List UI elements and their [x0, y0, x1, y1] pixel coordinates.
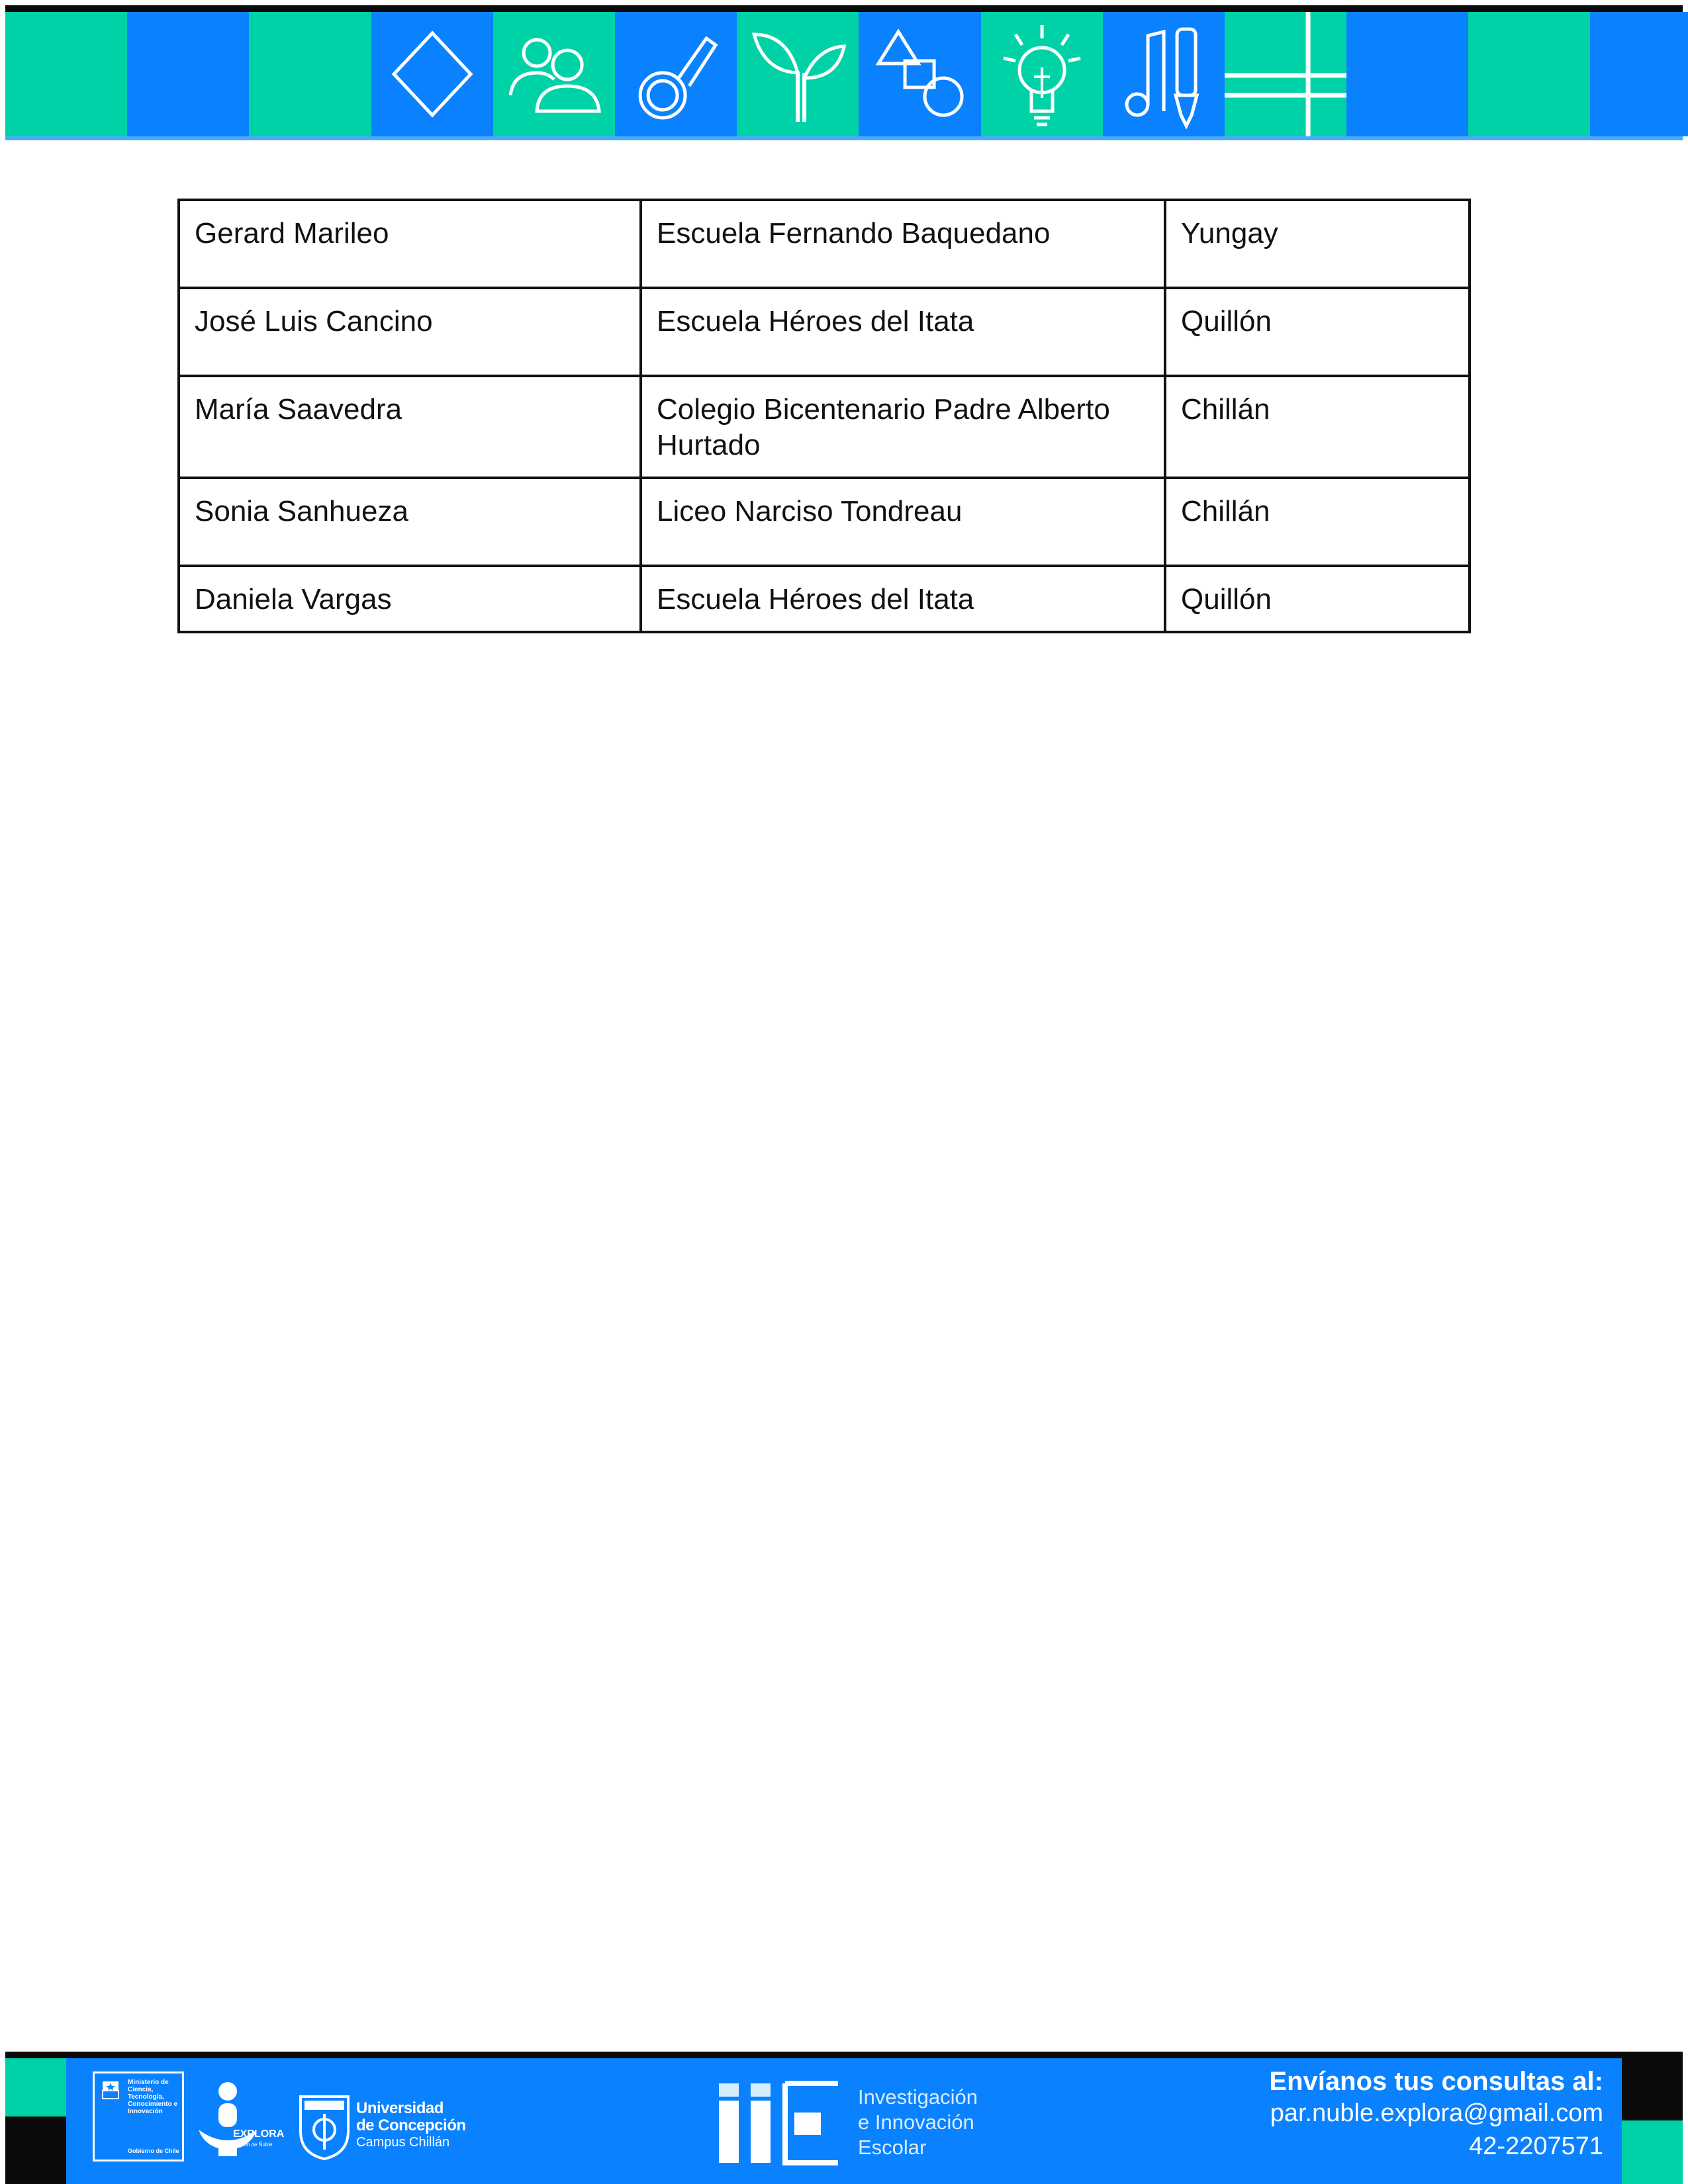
grid-lines-icon: [1225, 12, 1346, 136]
header-tile: [1590, 12, 1688, 136]
name-cell: Daniela Vargas: [179, 566, 641, 632]
table-row: [179, 376, 1470, 478]
contact-block: [1269, 2066, 1603, 2163]
header-tile: [615, 12, 737, 136]
header-tile: [981, 12, 1103, 136]
city-cell: Chillán: [1165, 478, 1470, 566]
people-icon: [493, 12, 615, 136]
header-tile: [1103, 12, 1225, 136]
name-cell: Sonia Sanhueza: [179, 478, 641, 566]
header-icon-strip: [5, 12, 1683, 136]
chile-shield-icon: [101, 2080, 120, 2100]
city-cell: Yungay: [1165, 200, 1470, 288]
footer-accent: [1622, 2120, 1683, 2184]
explora-symbol-icon: [199, 2077, 285, 2163]
table-row: [179, 200, 1470, 288]
city-cell: Chillán: [1165, 376, 1470, 478]
contact-phone: 42-2207571: [1469, 2132, 1603, 2160]
header-tile: [493, 12, 615, 136]
footer-accent: [1622, 2058, 1683, 2120]
iie-mark-icon: [716, 2081, 849, 2167]
udec-line3: Campus Chillán: [356, 2135, 450, 2150]
header-tile: [371, 12, 493, 136]
footer-banner: [5, 2052, 1683, 2184]
participants-table: [177, 199, 1471, 633]
table-row: [179, 478, 1470, 566]
lightbulb-icon: [981, 12, 1103, 136]
school-cell: Escuela Héroes del Itata: [641, 566, 1165, 632]
contact-email[interactable]: par.nuble.explora@gmail.com: [1270, 2099, 1603, 2127]
header-tile: [1225, 12, 1346, 136]
iie-logo: [716, 2081, 994, 2167]
header-underline: [5, 136, 1683, 140]
udec-line2: de Concepción: [356, 2116, 466, 2134]
iie-line3: Escolar: [858, 2136, 927, 2159]
header-tile: [1346, 12, 1468, 136]
header-tile: [5, 12, 127, 136]
contact-title: Envíanos tus consultas al:: [1269, 2067, 1603, 2096]
magnifier-icon: [615, 12, 737, 136]
header-tile: [1468, 12, 1590, 136]
ministry-text: Ministerio de Ciencia, Tecnología, Conocimiento e Innovación: [128, 2079, 178, 2115]
diamond-icon: [371, 12, 493, 136]
gob-text: Gobierno de Chile: [128, 2148, 179, 2154]
header-tile: [737, 12, 859, 136]
header-tile: [859, 12, 980, 136]
table-row: [179, 288, 1470, 376]
name-cell: Gerard Marileo: [179, 200, 641, 288]
udec-line1: Universidad: [356, 2099, 444, 2117]
plant-icon: [737, 12, 859, 136]
name-cell: María Saavedra: [179, 376, 641, 478]
city-cell: Quillón: [1165, 288, 1470, 376]
school-cell: Colegio Bicentenario Padre Alberto Hurtado: [641, 376, 1165, 478]
table-row: [179, 566, 1470, 632]
iie-line1: Investigación: [858, 2085, 978, 2109]
explora-region: Región de Ñuble: [233, 2142, 273, 2148]
ministry-logo: [93, 2071, 184, 2161]
school-cell: Escuela Héroes del Itata: [641, 288, 1165, 376]
shapes-icon: [859, 12, 980, 136]
music-brush-icon: [1103, 12, 1225, 136]
city-cell: Quillón: [1165, 566, 1470, 632]
header-tile: [249, 12, 371, 136]
iie-line2: e Innovación: [858, 2111, 974, 2134]
footer-accent: [5, 2058, 66, 2116]
name-cell: José Luis Cancino: [179, 288, 641, 376]
explora-logo: [199, 2077, 285, 2163]
udec-logo: [298, 2094, 470, 2160]
header-banner: [5, 5, 1683, 138]
iie-text: [858, 2085, 978, 2160]
header-tile: [127, 12, 249, 136]
school-cell: Escuela Fernando Baquedano: [641, 200, 1165, 288]
udec-seal-icon: [298, 2094, 351, 2160]
footer-accent: [5, 2116, 66, 2184]
school-cell: Liceo Narciso Tondreau: [641, 478, 1165, 566]
explora-name: EXPLORA: [233, 2128, 285, 2140]
